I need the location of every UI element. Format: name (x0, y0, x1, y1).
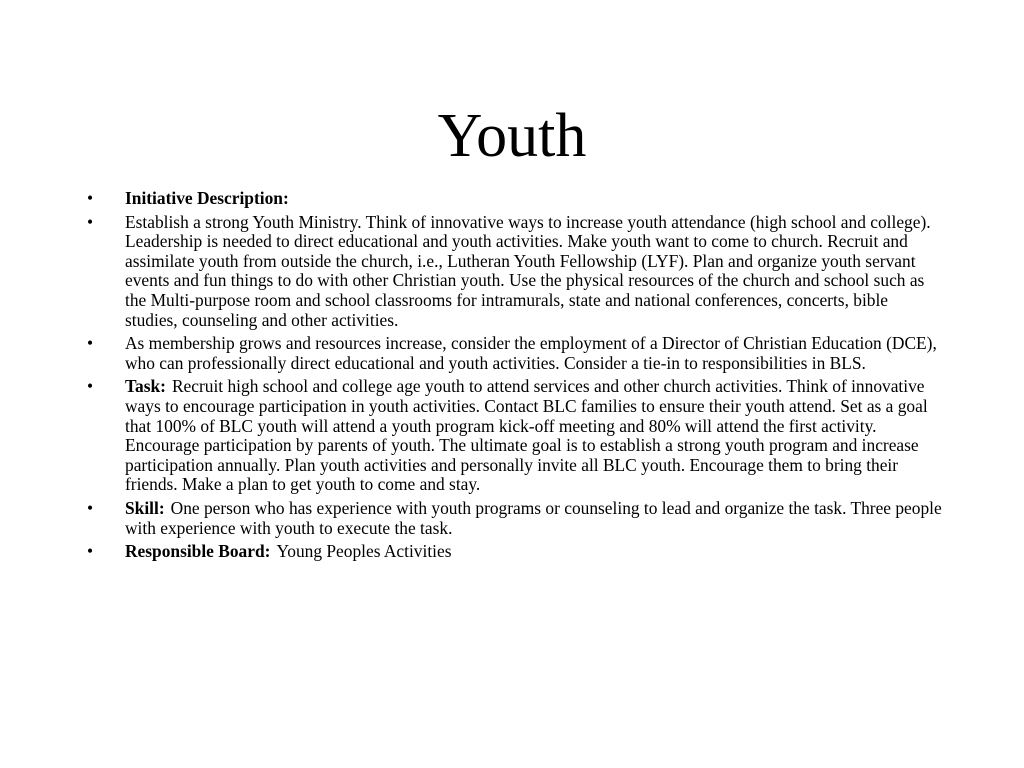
bullet-dot-icon: • (87, 541, 94, 562)
bullet-label: Task: (125, 376, 166, 397)
bullet-text: Young Peoples Activities (276, 541, 452, 562)
bullet-initiative-description (86, 189, 944, 209)
bullet-dce-employment (86, 334, 944, 373)
bullet-dot-icon: • (87, 333, 94, 354)
bullet-text: Recruit high school and college age youth to attend services and other church activities. Think of innovative ways to encourage participation in youth activities. Contact BLC families to ensure their youth attend. Set as a goal that 100% of BLC youth will attend a youth program kick-off meeting and 80% will attend the first activity. Encourage participation by parents of youth. The ultimate goal is to establish a strong youth program and increase participation annually. Plan youth activities and personally invite all BLC youth. Encourage them to bring their friends. Make a plan to get youth to come and stay. (125, 376, 928, 495)
bullet-list (86, 189, 944, 566)
bullet-text: Establish a strong Youth Ministry. Think of innovative ways to increase youth attendance (high school and college). Leadership is needed to direct educational and youth activities. Make youth want to come to church. Recruit and assimilate youth from outside the church, i.e., Lutheran Youth Fellowship (LYF). Plan and organize youth servant events and fun things to do with other Christian youth. Use the physical resources of the church and school such as the Multi-purpose room and school classrooms for intramurals, state and national conferences, concerts, bible studies, counseling and other activities. (125, 211, 931, 330)
bullet-label: Responsible Board: (125, 541, 271, 562)
bullet-dot-icon: • (87, 211, 94, 232)
bullet-responsible-board (86, 542, 944, 562)
bullet-label: Initiative Description: (125, 188, 289, 208)
bullet-task (86, 377, 944, 495)
bullet-text: One person who has experience with youth programs or counseling to lead and organize the task. Three people with experience with youth to execute the task. (125, 497, 942, 538)
slide-title: Youth (437, 102, 587, 170)
bullet-label: Skill: (125, 497, 165, 518)
bullet-establish-youth-ministry (86, 213, 944, 331)
bullet-dot-icon: • (87, 376, 94, 397)
bullet-dot-icon: • (87, 188, 94, 208)
bullet-dot-icon: • (87, 497, 94, 518)
bullet-skill (86, 499, 944, 538)
bullet-text: As membership grows and resources increase, consider the employment of a Director of Christian Education (DCE), who can professionally direct educational and youth activities. Consider a tie-in to responsibilities in BLS. (125, 333, 937, 373)
